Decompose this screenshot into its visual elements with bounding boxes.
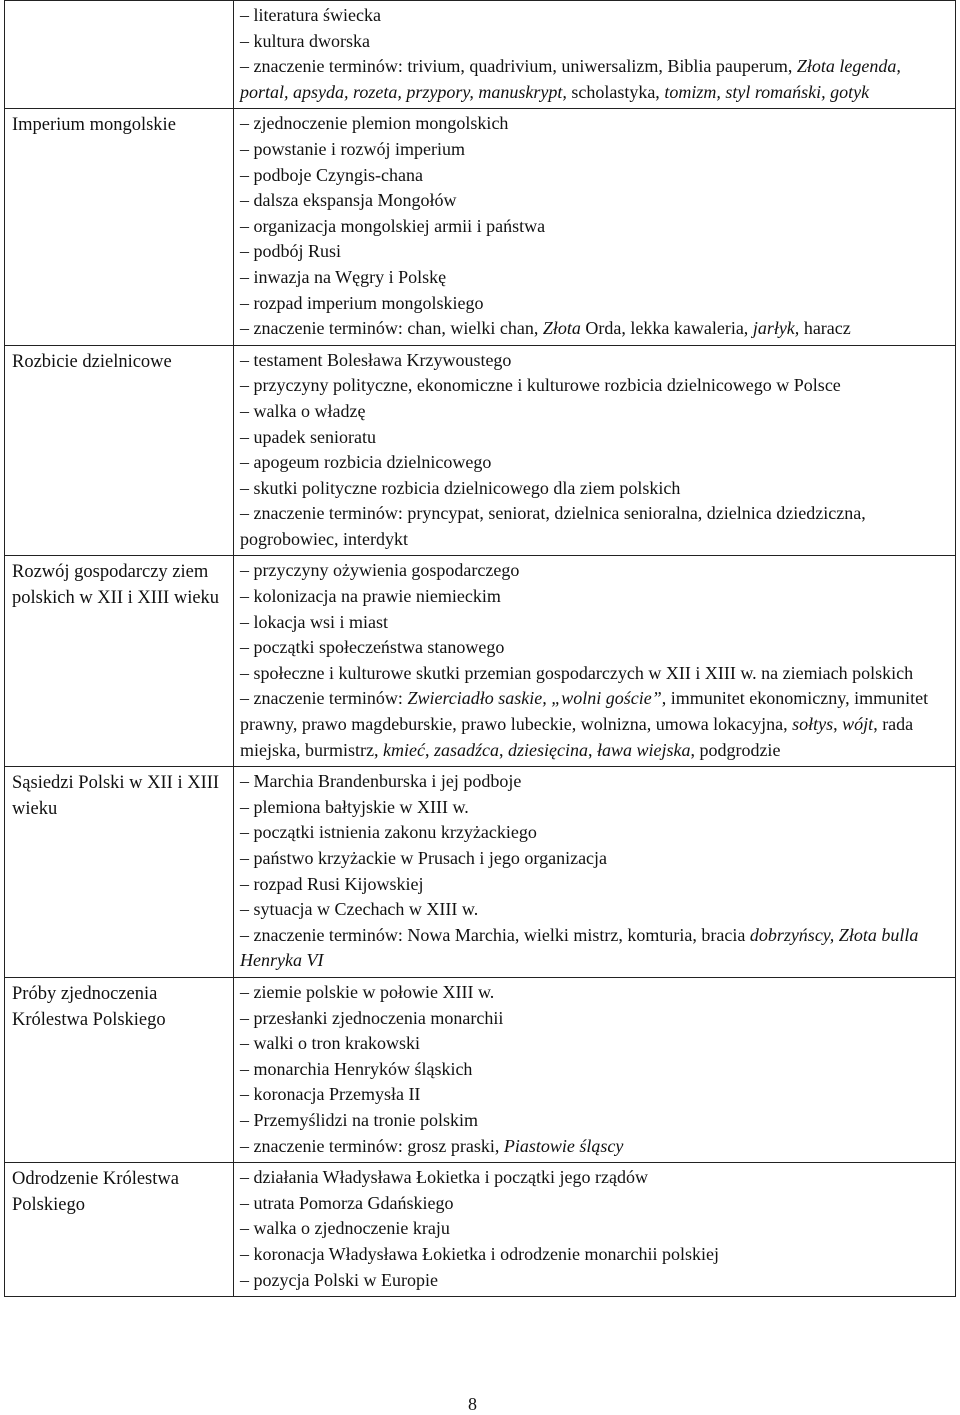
list-item: – organizacja mongolskiej armii i państwa — [240, 215, 546, 236]
list-item: – Przemyślidzi na tronie polskim — [240, 1109, 478, 1130]
topic-label: Próby zjednoczenia Królestwa Polskiego — [12, 983, 166, 1030]
list-item: – testament Bolesława Krzywoustego — [240, 349, 512, 370]
list-item: – powstanie i rozwój imperium — [240, 138, 465, 159]
terms-item: – znaczenie terminów: grosz praski, Piastowie śląscy — [240, 1135, 624, 1156]
table-row — [5, 109, 956, 345]
list-item: – zjednoczenie plemion mongolskich — [240, 113, 509, 134]
list-item: – początki społeczeństwa stanowego — [240, 637, 505, 658]
topic-label: Odrodzenie Królestwa Polskiego — [12, 1169, 179, 1215]
list-item: – podbój Rusi — [240, 241, 342, 262]
list-item: – państwo krzyżackie w Prusach i jego organizacja — [240, 848, 608, 868]
list-item: – plemiona bałtyjskie w XIII w. — [240, 796, 469, 817]
list-item: – walka o zjednoczenie kraju — [240, 1218, 450, 1239]
list-item: – koronacja Władysława Łokietka i odrodzenie monarchii polskiej — [240, 1243, 720, 1264]
list-item: – dalsza ekspansja Mongołów — [240, 190, 457, 211]
topic-cell — [5, 109, 234, 345]
list-item: – podboje Czyngis-chana — [240, 164, 423, 185]
table-row — [5, 345, 956, 556]
topic-cell — [5, 345, 234, 556]
content-cell — [234, 109, 956, 345]
list-item: – pozycja Polski w Europie — [240, 1269, 438, 1290]
list-item: – literatura świecka — [240, 5, 381, 25]
list-item: – sytuacja w Czechach w XIII w. — [240, 899, 479, 920]
list-item: – monarchia Henryków śląskich — [240, 1058, 473, 1079]
list-item: – apogeum rozbicia dzielnicowego — [240, 452, 492, 473]
table-row — [5, 1163, 956, 1297]
list-item: – Marchia Brandenburska i jej podboje — [240, 771, 522, 792]
topic-cell — [5, 1163, 234, 1297]
list-item: – rozpad Rusi Kijowskiej — [240, 873, 424, 894]
content-cell — [234, 556, 956, 767]
list-item: – początki istnienia zakonu krzyżackiego — [240, 822, 537, 843]
content-cell — [234, 977, 956, 1162]
list-item: – przyczyny polityczne, ekonomiczne i kulturowe rozbicia dzielnicowego w Polsce — [240, 375, 841, 396]
topic-label: Rozbicie dzielnicowe — [12, 351, 172, 372]
topic-label: Sąsiedzi Polski w XII i XIII wieku — [12, 773, 220, 819]
list-item: – walki o tron krakowski — [240, 1033, 420, 1054]
table-row — [5, 767, 956, 978]
list-item: – przyczyny ożywienia gospodarczego — [240, 560, 520, 581]
table-row — [5, 556, 956, 767]
list-item: – kolonizacja na prawie niemieckim — [240, 586, 501, 607]
syllabus-table — [4, 0, 956, 1297]
list-item: – skutki polityczne rozbicia dzielnicowego dla ziem polskich — [240, 477, 681, 498]
topic-cell — [5, 977, 234, 1162]
list-item: – koronacja Przemysła II — [240, 1084, 421, 1105]
topic-cell — [5, 767, 234, 978]
terms-item: – znaczenie terminów: Nowa Marchia, wielki mistrz, komturia, bracia dobrzyńscy, Złota bulla Henryka VI — [240, 924, 919, 971]
topic-label: Imperium mongolskie — [12, 115, 176, 136]
list-item: – rozpad imperium mongolskiego — [240, 292, 484, 313]
terms-item: – znaczenie terminów: Zwierciadło saskie, „wolni goście”, immunitet ekonomiczny, immunitet prawny, prawo magdeburskie, prawo lubeckie, wolnizna, umowa lokacyjna, sołtys, wójt, rada miejska, burmistrz, kmieć, zasadźca, dziesięcina, ława wiejska, podgrodzie — [240, 688, 929, 760]
content-cell — [234, 345, 956, 556]
terms-item: – znaczenie terminów: trivium, quadrivium, uniwersalizm, Biblia pauperum, Złota legenda, portal, apsyda, rozeta, przypory, manuskrypt, scholastyka, tomizm, styl romański, gotyk — [240, 56, 901, 102]
topic-label: Rozwój gospodarczy ziem polskich w XII i XIII wieku — [12, 562, 220, 609]
list-item: – społeczne i kulturowe skutki przemian gospodarczych w XII i XIII w. na ziemiach polskich — [240, 662, 914, 683]
topic-cell — [5, 1, 234, 109]
list-item: – kultura dworska — [240, 30, 370, 51]
list-item: – inwazja na Węgry i Polskę — [240, 266, 447, 287]
content-cell — [234, 1, 956, 109]
list-item: – działania Władysława Łokietka i początki jego rządów — [240, 1167, 649, 1188]
list-item: – utrata Pomorza Gdańskiego — [240, 1192, 454, 1213]
terms-item: – znaczenie terminów: pryncypat, seniorat, dzielnica senioralna, dzielnica dziedziczna, pogrobowiec, interdykt — [240, 503, 866, 549]
topic-label — [12, 1, 227, 5]
content-cell — [234, 1163, 956, 1297]
table-row — [5, 1, 956, 109]
terms-item: – znaczenie terminów: chan, wielki chan, Złota Orda, lekka kawaleria, jarłyk, haracz — [240, 318, 851, 339]
list-item: – przesłanki zjednoczenia monarchii — [240, 1007, 504, 1028]
table-row — [5, 977, 956, 1162]
list-item: – ziemie polskie w połowie XIII w. — [240, 981, 495, 1002]
list-item: – walka o władzę — [240, 400, 366, 421]
topic-cell — [5, 556, 234, 767]
list-item: – upadek senioratu — [240, 426, 376, 447]
list-item: – lokacja wsi i miast — [240, 611, 388, 632]
page-number: 8 — [468, 1394, 477, 1414]
content-cell — [234, 767, 956, 978]
